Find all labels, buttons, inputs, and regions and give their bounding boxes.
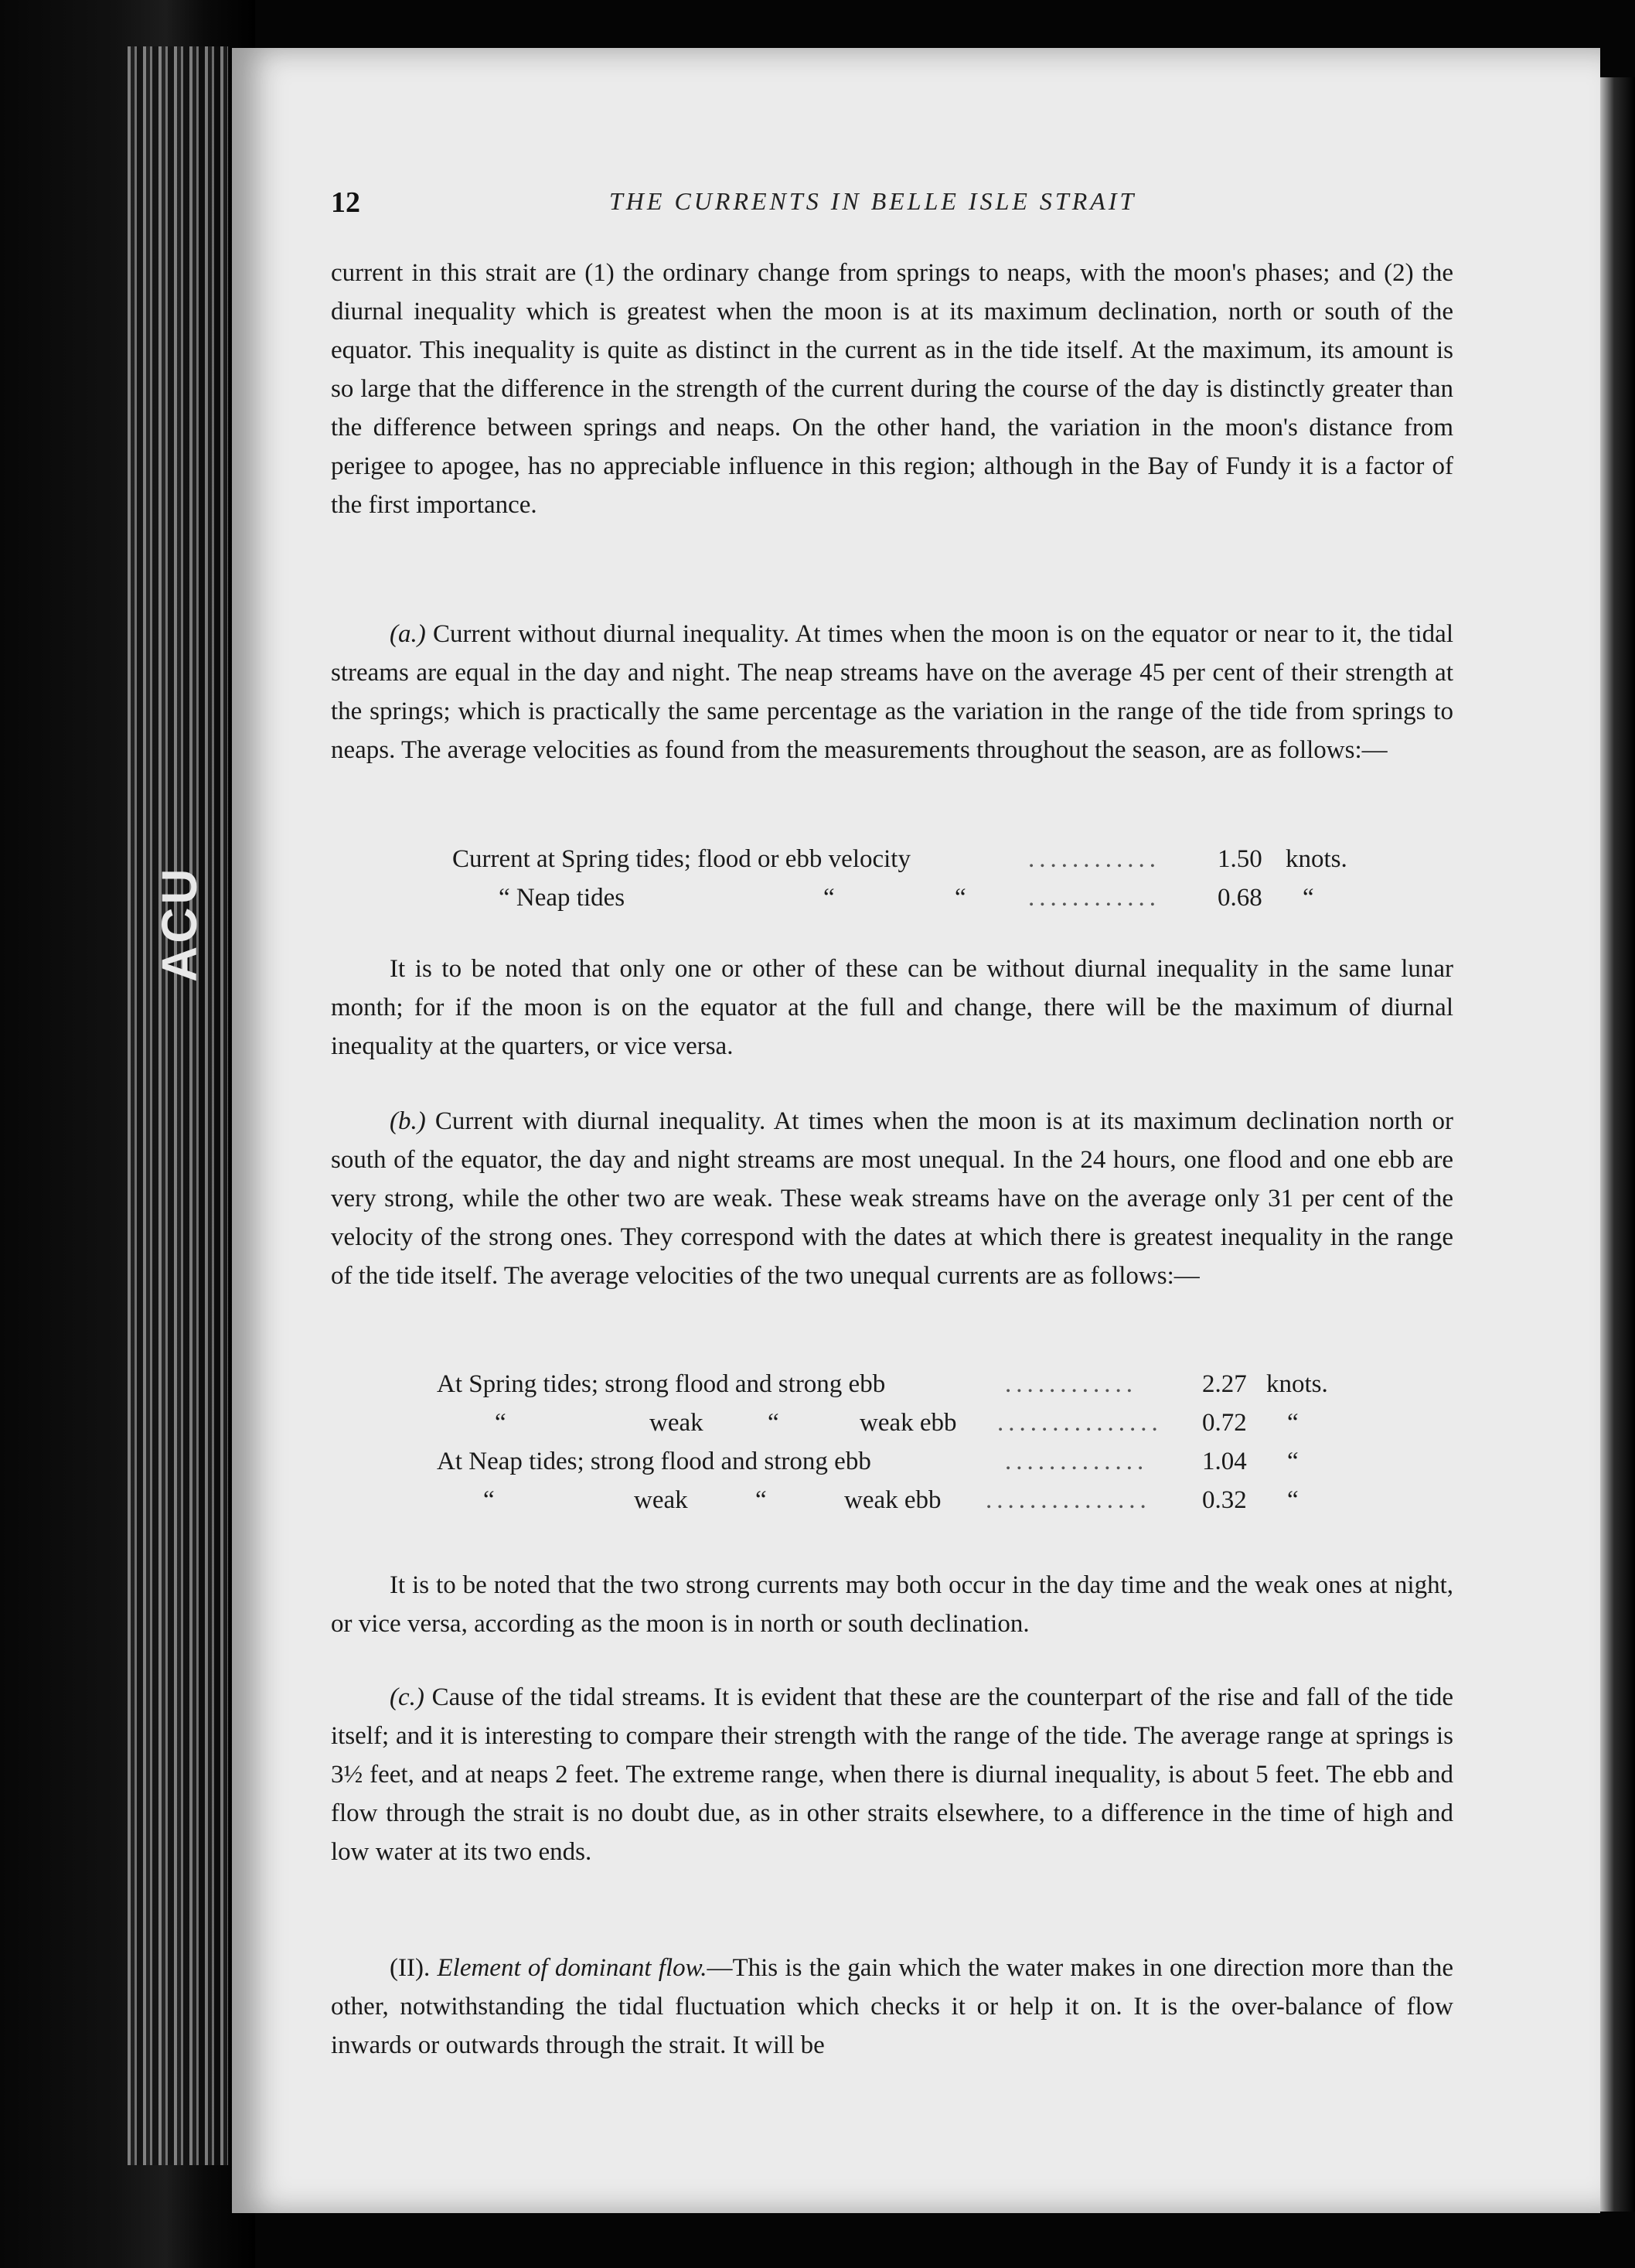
table-row-label: At Spring tides; strong flood and strong ebb (437, 1370, 886, 1398)
table-row-unit: “ (1303, 884, 1314, 912)
table-row-leader: ............... (986, 1486, 1151, 1514)
table-row (452, 878, 1457, 917)
paragraph-a (331, 615, 1453, 769)
paragraph-a-body: Current without diurnal inequality. At times when the moon is on the equator or near to it, the tidal streams are equal in the day and night. The neap streams have on the average 45 per cent of their strength at the springs; which is practically the same percentage as the variation in the range of the tide from springs to neaps. The average velocities as found from the measurements throughout the season, are as follows:— (331, 620, 1453, 764)
paragraph-b-text (331, 1102, 1453, 1295)
table-row-unit: knots. (1286, 845, 1347, 873)
paragraph-5-text: It is to be noted that the two strong currents may both occur in the day time and the weak ones at night, or vice versa, according as the moon is in north or south declination. (331, 1571, 1453, 1638)
table-row-ditto: “ (768, 1409, 779, 1437)
table-row-label: At Neap tides; strong flood and strong ebb (437, 1448, 871, 1475)
table-row-unit: “ (1287, 1486, 1299, 1514)
table-row-value: 0.68 (1218, 884, 1262, 912)
table-row (437, 1442, 1457, 1481)
table-row-ditto: “ (955, 884, 966, 912)
table-row-label: Current at Spring tides; flood or ebb velocity (452, 845, 911, 873)
paragraph-ii-label: (II). (390, 1954, 431, 1982)
paragraph-5 (331, 1566, 1453, 1643)
table-row-ditto: “ (483, 1486, 495, 1514)
binding-strip (128, 46, 228, 2165)
table-row-unit: knots. (1266, 1370, 1328, 1398)
table-row (437, 1403, 1457, 1442)
spring-neap-velocity-table (452, 840, 1457, 917)
paragraph-ii-heading: Element of dominant flow. (437, 1954, 707, 1982)
book-binding-edge (0, 0, 255, 2268)
table-row-value: 0.32 (1202, 1486, 1247, 1514)
page-header (331, 186, 1467, 232)
page-number: 12 (331, 186, 360, 219)
table-row-leader: ............ (1028, 884, 1160, 912)
table-row-unit: “ (1287, 1409, 1299, 1437)
running-head: THE CURRENTS IN BELLE ISLE STRAIT (609, 187, 1137, 215)
table-row-value: 2.27 (1202, 1370, 1247, 1398)
table-row-value: 1.50 (1218, 845, 1262, 873)
paragraph-a-text (331, 615, 1453, 769)
table-row (452, 840, 1457, 878)
table-row-ditto: “ (495, 1409, 506, 1437)
table-row (437, 1365, 1457, 1403)
paragraph-b (331, 1102, 1453, 1295)
paragraph-3 (331, 950, 1453, 1066)
table-row-value: 0.72 (1202, 1409, 1247, 1437)
diurnal-velocity-table (437, 1365, 1457, 1519)
paragraph-c (331, 1678, 1453, 1871)
margin-stamp: ACU (152, 865, 207, 982)
table-row-label: weak ebb (844, 1486, 942, 1514)
table-row-leader: ............... (997, 1409, 1163, 1437)
paragraph-1-text: current in this strait are (1) the ordinary change from springs to neaps, with the moon's phases; and (2) the diurnal inequality which is greatest when the moon is at its maximum declination, north or south of the equator. This inequality is quite as distinct in the current as in the tide itself. At the maximum, its amount is so large that the difference in the strength of the current during the course of the day is distinctly greater than the difference between springs and neaps. On the other hand, the variation in the moon's distance from perigee to apogee, has no appreciable influence in this region; although in the Bay of Fundy it is a factor of the first importance. (331, 259, 1453, 519)
paragraph-3-text: It is to be noted that only one or other of these can be without diurnal inequality in the same lunar month; for if the moon is on the equator at the full and change, there will be the maximum of diurnal inequality at the quarters, or vice versa. (331, 955, 1453, 1060)
paragraph-c-label: (c.) (390, 1683, 424, 1711)
table-row-leader: ............ (1028, 845, 1160, 873)
table-row-label: “ Neap tides (499, 884, 625, 912)
paragraph-b-label: (b.) (390, 1107, 426, 1135)
paragraph-c-text (331, 1678, 1453, 1871)
paragraph-ii-text (331, 1949, 1453, 2065)
table-row (437, 1481, 1457, 1519)
table-row-value: 1.04 (1202, 1448, 1247, 1475)
paragraph-a-label: (a.) (390, 620, 426, 648)
table-row-label: weak (649, 1409, 703, 1437)
table-row-ditto: “ (755, 1486, 767, 1514)
table-row-label: weak (634, 1486, 688, 1514)
table-row-label: weak ebb (860, 1409, 957, 1437)
paragraph-1 (331, 254, 1453, 524)
paragraph-ii-body: —This is the gain which the water makes in one direction more than the other, notwithstanding the tidal fluctuation which checks it or help it on. It is the over-balance of flow inwards or outwards through the strait. It will be (331, 1954, 1453, 2059)
paragraph-ii (331, 1949, 1453, 2065)
table-row-unit: “ (1287, 1448, 1299, 1475)
right-page-edge (1600, 77, 1635, 2212)
paragraph-c-body: Cause of the tidal streams. It is evident that these are the counterpart of the rise and fall of the tide itself; and it is interesting to compare their strength with the range of the tide. The average range at springs is 3½ feet, and at neaps 2 feet. The extreme range, when there is diurnal inequality, is about 5 feet. The ebb and flow through the strait is no doubt due, as in other straits elsewhere, to a difference in the time of high and low water at its two ends. (331, 1683, 1453, 1866)
table-row-leader: ............ (1005, 1370, 1137, 1398)
paragraph-b-body: Current with diurnal inequality. At times when the moon is at its maximum declination north or south of the equator, the day and night streams are most unequal. In the 24 hours, one flood and one ebb are very strong, while the other two are weak. These weak streams have on the average only 31 per cent of the velocity of the strong ones. They correspond with the dates at which there is greatest inequality in the range of the tide itself. The average velocities of the two unequal currents are as follows:— (331, 1107, 1453, 1290)
table-row-leader: ............. (1005, 1448, 1149, 1475)
table-row-ditto: “ (823, 884, 835, 912)
